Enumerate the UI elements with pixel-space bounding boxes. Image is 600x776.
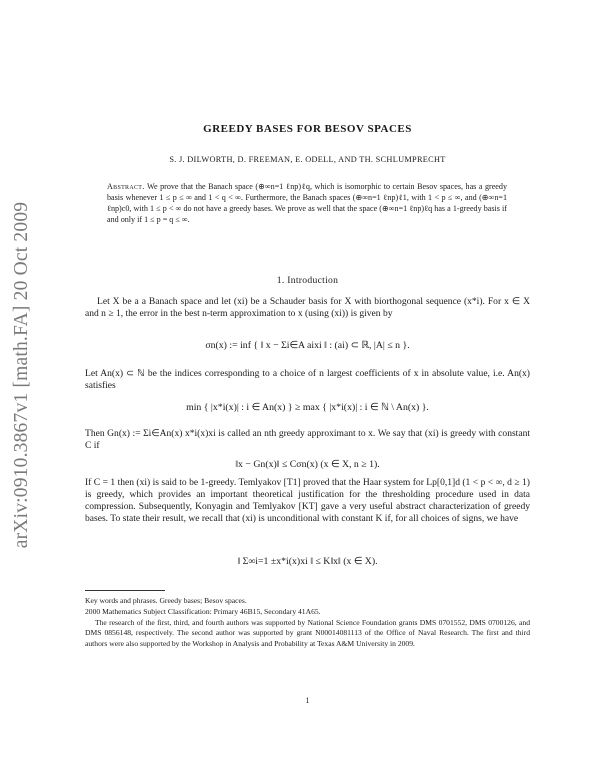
abstract-text: We prove that the Banach space (⊕∞n=1 ℓnp)ℓq, which is isomorphic to certain Besov spaces, has a greedy basis whenever 1 ≤ p ≤ ∞ and 1 < q < ∞. Furthermore, the Banach spaces (⊕∞n=1 ℓnp)ℓ1, with 1 < p ≤ ∞, and (⊕∞n=1 ℓnp)c0, with 1 ≤ p < ∞ do not have a greedy bases. We prove as well that the space (⊕∞n=1 ℓnp)ℓq has a 1-greedy basis if and only if 1 ≤ p = q ≤ ∞.	[107, 182, 507, 225]
intro-paragraph-1: Let X be a a Banach space and let (xi) be a Schauder basis for X with biorthogonal sequence (x*i). For x ∈ X and n ≥ 1, the error in the best n-term approximation to x (using (xi)) is given by	[85, 296, 530, 320]
footnote-rule	[85, 590, 165, 591]
arxiv-stamp-text: arXiv:0910.3867v1 [math.FA] 20 Oct 2009	[11, 201, 32, 549]
equation-greedy-constant: ‖x − Gn(x)‖ ≤ Cσn(x) (x ∈ X, n ≥ 1).	[235, 459, 380, 470]
section-heading	[85, 275, 530, 286]
intro-paragraph-2: Let An(x) ⊂ ℕ be the indices corresponding to a choice of n largest coefficients of x in absolute value, i.e. An(x) satisfies	[85, 368, 530, 392]
equation-largest-coefficients: min { |x*i(x)| : i ∈ An(x) } ≥ max { |x*i(x)| : i ∈ ℕ \ An(x) }.	[186, 402, 429, 413]
footnote-keywords: Key words and phrases. Greedy bases; Besov spaces.	[85, 596, 247, 605]
page-number: 1	[305, 696, 310, 705]
equation-unconditional: ‖ Σ∞i=1 ±x*i(x)xi ‖ ≤ K‖x‖ (x ∈ X).	[237, 556, 378, 567]
intro-paragraph-4: If C = 1 then (xi) is said to be 1-greedy. Temlyakov [T1] proved that the Haar system for Lp[0,1]d (1 < p < ∞, d ≥ 1) is greedy, which provides an important theoretical justification for the thresholding procedure used in data compression. Subsequently, Konyagin and Temlyakov [KT] gave a very useful abstract characterization of greedy bases. To state their result, we recall that (xi) is unconditional with constant K if, for all choices of signs, we have	[85, 477, 530, 525]
section-heading-text: 1. Introduction	[276, 275, 339, 286]
equation-best-n-term: σn(x) := inf { ‖ x − Σi∈A aixi ‖ : (ai) ⊂ ℝ, |A| ≤ n }.	[205, 340, 410, 351]
intro-paragraph-3: Then Gn(x) := Σi∈An(x) x*i(x)xi is called an nth greedy approximant to x. We say that (xi) is greedy with constant C if	[85, 428, 530, 452]
paper-authors: S. J. DILWORTH, D. FREEMAN, E. ODELL, AND TH. SCHLUMPRECHT	[169, 155, 446, 164]
footnote-msc: 2000 Mathematics Subject Classification: Primary 46B15, Secondary 41A65.	[85, 607, 321, 616]
paper-title: GREEDY BASES FOR BESOV SPACES	[203, 123, 412, 135]
arxiv-stamp	[2, 190, 42, 560]
footnote-support: The research of the first, third, and fourth authors was supported by National Science Foundation grants DMS 0701552, DMS 0700126, and DMS 0856148, respectively. The second author was supported by grant N00014081113 of the Office of Naval Research. The first and third authors were also supported by the Workshop in Analysis and Probability at Texas A&M University in 2009.	[85, 618, 530, 648]
abstract	[107, 181, 507, 225]
abstract-label: Abstract.	[107, 182, 145, 191]
